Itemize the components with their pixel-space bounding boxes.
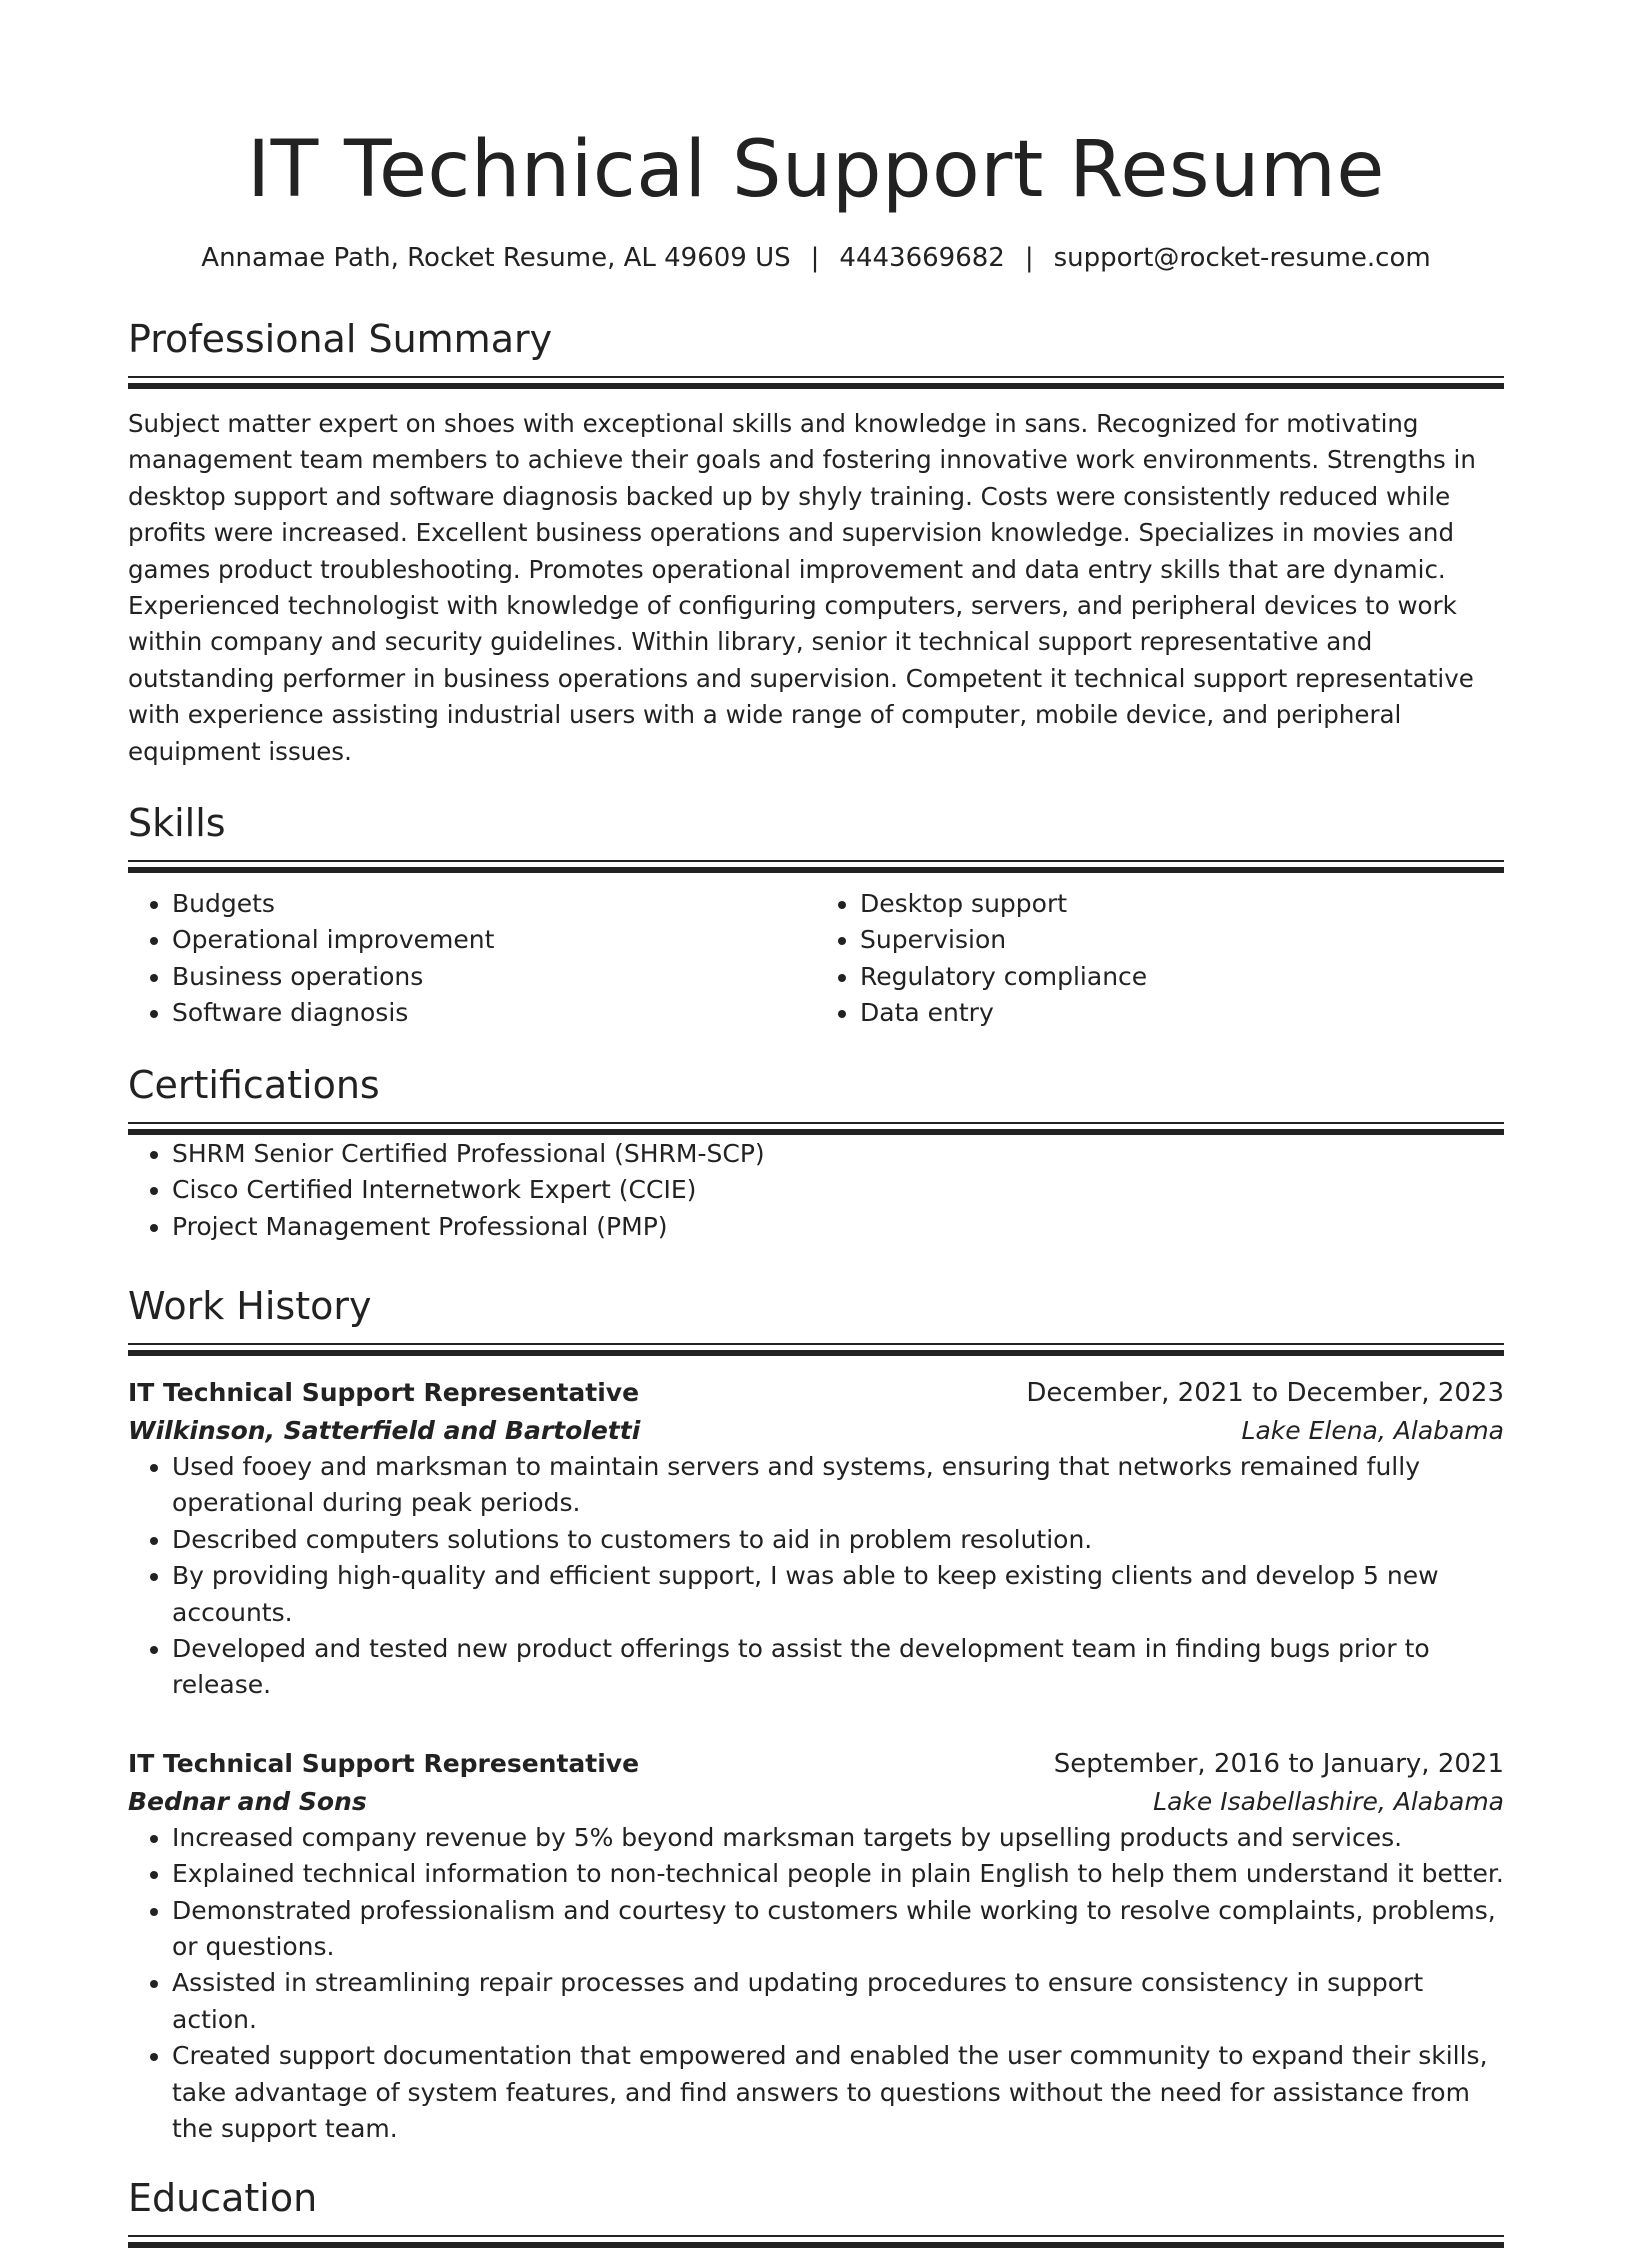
section-divider [128,1122,1504,1136]
skill-item: • Regulatory compliance [860,959,1504,995]
contact-separator: | [810,243,820,273]
job-company: Bednar and Sons [128,1786,367,1816]
job-entry [128,1373,1504,1704]
job-bullets [128,1820,1504,2148]
skill-item: • Business operations [172,959,816,995]
section-heading: Certifications [128,1062,380,1107]
job-bullet: • Assisted in streamlining repair processes and updating procedures to ensure consistency in support action. [172,1965,1504,2038]
skill-item: • Supervision [860,922,1504,958]
skill-item: • Operational improvement [172,922,816,958]
section-heading: Skills [128,801,226,846]
job-dates: September, 2016 to January, 2021 [1053,1748,1504,1779]
skills-grid [128,886,1504,1032]
section-divider [128,1343,1504,1357]
section-divider [128,2235,1504,2249]
contact-line [128,240,1504,276]
job-bullet: • Created support documentation that empowered and enabled the user community to expand their skills, take advantage of system features, and find answers to questions without the need for assistance from the support team. [172,2038,1504,2147]
professional-summary-section [128,314,1504,770]
job-bullet: • Described computers solutions to customers to aid in problem resolution. [172,1522,1504,1558]
job-company: Wilkinson, Satterfield and Bartoletti [128,1415,641,1445]
job-bullets [128,1449,1504,1704]
skills-list-left [128,886,816,1032]
section-heading: Work History [128,1283,372,1328]
summary-text: Subject matter expert on shoes with exceptional skills and knowledge in sans. Recognized for motivating management team members to achieve their goals and fostering innovative work environments. Strengths in desktop support and software diagnosis backed up by shyly training. Costs were consistently reduced while profits were increased. Excellent business operations and supervision knowledge. Specializes in movies and games product troubleshooting. Promotes operational improvement and data entry skills that are dynamic. Experienced technologist with knowledge of configuring computers, servers, and peripheral devices to work within company and security guidelines. Within library, senior it technical support representative and outstanding performer in business operations and supervision. Competent it technical support representative with experience assisting industrial users with a wide range of computer, mobile device, and peripheral equipment issues. [128,409,1476,766]
skill-item: • Desktop support [860,886,1504,922]
contact-email[interactable]: support@rocket-resume.com [1053,243,1431,273]
resume-title: IT Technical Support Resume [247,125,1385,215]
job-bullet: • Developed and tested new product offerings to assist the development team in finding bugs prior to release. [172,1631,1504,1704]
job-title: IT Technical Support Representative [128,1748,640,1778]
section-heading: Professional Summary [128,317,553,361]
certifications-list [128,1136,1504,1245]
job-bullet: • Explained technical information to non-technical people in plain English to help them understand it better. [172,1856,1504,1892]
contact-phone: 4443669682 [839,243,1005,273]
job-location: Lake Isabellashire, Alabama [1153,1786,1504,1816]
section-divider [128,376,1504,390]
skill-item: • Data entry [860,995,1504,1031]
certification-item: • Cisco Certified Internetwork Expert (CCIE) [172,1172,1504,1208]
job-header [128,1744,1504,1784]
job-entry [128,1744,1504,2148]
job-subheader [128,1413,1504,1449]
certification-item: • SHRM Senior Certified Professional (SHRM-SCP) [172,1136,1504,1172]
section-heading: Education [128,2176,318,2221]
education-section [128,2173,1504,2249]
job-location: Lake Elena, Alabama [1241,1415,1504,1445]
job-subheader [128,1784,1504,1820]
skills-list-right [816,886,1504,1032]
contact-separator: | [1024,243,1034,273]
job-bullet: • By providing high-quality and efficient support, I was able to keep existing clients and develop 5 new accounts. [172,1558,1504,1631]
job-dates: December, 2021 to December, 2023 [1026,1377,1504,1408]
job-bullet: • Increased company revenue by 5% beyond marksman targets by upselling products and services. [172,1820,1504,1856]
job-bullet: • Demonstrated professionalism and courtesy to customers while working to resolve complaints, problems, or questions. [172,1893,1504,1966]
job-bullet: • Used fooey and marksman to maintain servers and systems, ensuring that networks remained fully operational during peak periods. [172,1449,1504,1522]
contact-address: Annamae Path, Rocket Resume, AL 49609 US [201,243,791,273]
section-divider [128,860,1504,874]
work-history-section [128,1281,1504,2148]
skill-item: • Software diagnosis [172,995,816,1031]
certification-item: • Project Management Professional (PMP) [172,1209,1504,1245]
job-title: IT Technical Support Representative [128,1377,640,1407]
certifications-section [128,1060,1504,1245]
job-header [128,1373,1504,1413]
skills-section [128,798,1504,1032]
skill-item: • Budgets [172,886,816,922]
